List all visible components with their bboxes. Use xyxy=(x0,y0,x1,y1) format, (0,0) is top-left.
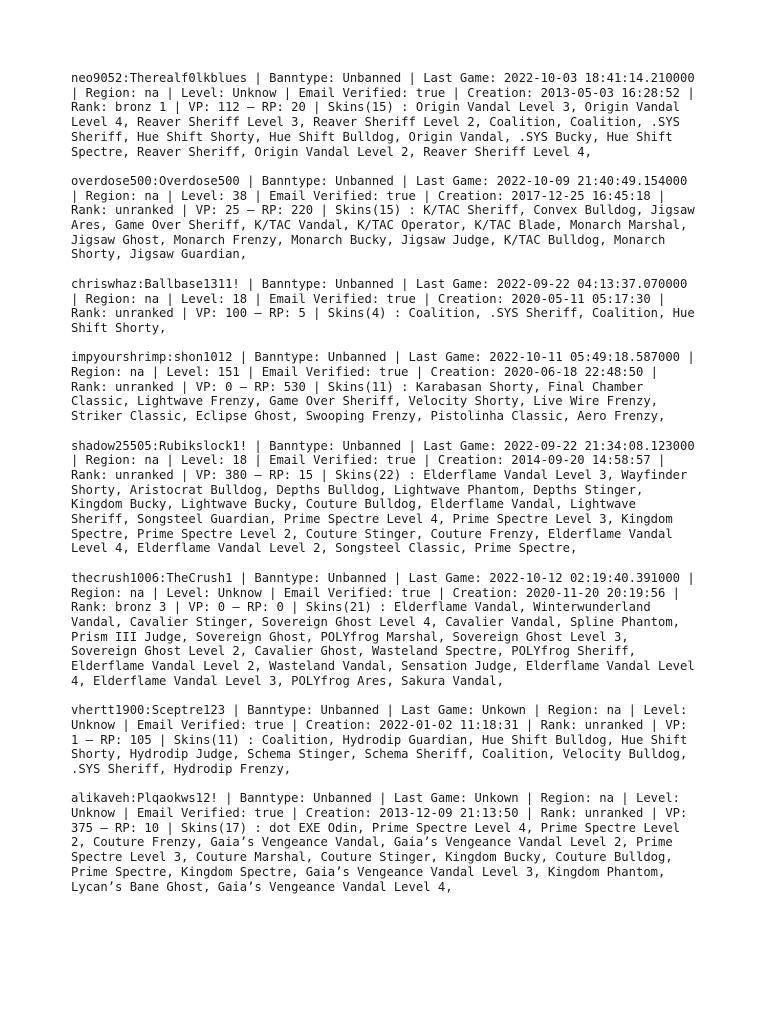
account-entry-7: vhertt1900:Sceptre123 | Banntype: Unbanned | Last Game: Unkown | Region: na | Level: Unknow | Email Verified: true | Creation: 2022-01-02 11:18:31 | Rank: unranked | VP: 1 – RP: 105 | Skins(11) : Coalition, Hydrodip Guardian, Hue Shift Bulldog, Hue Shift Shorty, Hydrodip Judge, Schema Stinger, Schema Sheriff, Coalition, Velocity Bulldog, .SYS Sheriff, Hydrodip Frenzy, xyxy=(71,703,688,776)
account-entry-6: thecrush1006:TheCrush1 | Banntype: Unbanned | Last Game: 2022-10-12 02:19:40.391000 | Region: na | Level: Unknow | Email Verified: true | Creation: 2020-11-20 20:19:56 | Rank: bronz 3 | VP: 0 – RP: 0 | Skins(21) : Elderflame Vandal, Winterwunderland Vandal, Cavalier Stinger, Sovereign Ghost Level 4, Cavalier Vandal, Spline Phantom, Prism III Judge, Sovereign Ghost, POLYfrog Marshal, Sovereign Ghost Level 3, Sovereign Ghost Level 2, Cavalier Ghost, Wasteland Spectre, POLYfrog Sheriff, Elderflame Vandal Level 2, Wasteland Vandal, Sensation Judge, Elderflame Vandal Level 4, Elderflame Vandal Level 3, POLYfrog Ares, Sakura Vandal, xyxy=(71,570,695,688)
document-page xyxy=(71,71,701,909)
account-entry-1: neo9052:Therealf0lkblues | Banntype: Unbanned | Last Game: 2022-10-03 18:41:14.210000 | Region: na | Level: Unknow | Email Verified: true | Creation: 2013-05-03 16:28:52 | Rank: bronz 1 | VP: 112 – RP: 20 | Skins(15) : Origin Vandal Level 3, Origin Vandal Level 4, Reaver Sheriff Level 3, Reaver Sheriff Level 2, Coalition, Coalition, .SYS Sheriff, Hue Shift Shorty, Hue Shift Bulldog, Origin Vandal, .SYS Bucky, Hue Shift Spectre, Reaver Sheriff, Origin Vandal Level 2, Reaver Sheriff Level 4, xyxy=(71,71,695,159)
account-entry-3: chriswhaz:Ballbase1311! | Banntype: Unbanned | Last Game: 2022-09-22 04:13:37.070000 | Region: na | Level: 18 | Email Verified: true | Creation: 2020-05-11 05:17:30 | Rank: unranked | VP: 100 – RP: 5 | Skins(4) : Coalition, .SYS Sheriff, Coalition, Hue Shift Shorty, xyxy=(71,276,695,335)
account-entry-4: impyourshrimp:shon1012 | Banntype: Unbanned | Last Game: 2022-10-11 05:49:18.587000 | Region: na | Level: 151 | Email Verified: true | Creation: 2020-06-18 22:48:50 | Rank: unranked | VP: 0 – RP: 530 | Skins(11) : Karabasan Shorty, Final Chamber Classic, Lightwave Frenzy, Game Over Sheriff, Velocity Shorty, Live Wire Frenzy, Striker Classic, Eclipse Ghost, Swooping Frenzy, Pistolinha Classic, Aero Frenzy, xyxy=(71,350,695,424)
account-entry-2: overdose500:Overdose500 | Banntype: Unbanned | Last Game: 2022-10-09 21:40:49.154000 | Region: na | Level: 38 | Email Verified: true | Creation: 2017-12-25 16:45:18 | Rank: unranked | VP: 25 – RP: 220 | Skins(15) : K/TAC Sheriff, Convex Bulldog, Jigsaw Ares, Game Over Sheriff, K/TAC Vandal, K/TAC Operator, K/TAC Blade, Monarch Marshal, Jigsaw Ghost, Monarch Frenzy, Monarch Bucky, Jigsaw Judge, K/TAC Bulldog, Monarch Shorty, Jigsaw Guardian, xyxy=(71,173,695,262)
account-entry-8: alikaveh:Plqaokws12! | Banntype: Unbanned | Last Game: Unkown | Region: na | Level: Unknow | Email Verified: true | Creation: 2013-12-09 21:13:50 | Rank: unranked | VP: 375 – RP: 10 | Skins(17) : dot EXE Odin, Prime Spectre Level 4, Prime Spectre Level 2, Couture Frenzy, Gaia’s Vengeance Vandal, Gaia’s Vengeance Vandal Level 2, Prime Spectre Level 3, Couture Marshal, Couture Stinger, Kingdom Bucky, Couture Bulldog, Prime Spectre, Kingdom Spectre, Gaia’s Vengeance Vandal Level 3, Kingdom Phantom, Lycan’s Bane Ghost, Gaia’s Vengeance Vandal Level 4, xyxy=(71,791,688,894)
account-entry-5: shadow25505:Rubikslock1! | Banntype: Unbanned | Last Game: 2022-09-22 21:34:08.123000 | Region: na | Level: 18 | Email Verified: true | Creation: 2014-09-20 14:58:57 | Rank: unranked | VP: 380 – RP: 15 | Skins(22) : Elderflame Vandal Level 3, Wayfinder Shorty, Aristocrat Bulldog, Depths Bulldog, Lightwave Phantom, Depths Stinger, Kingdom Bucky, Lightwave Bucky, Couture Bulldog, Elderflame Vandal, Lightwave Sheriff, Songsteel Guardian, Prime Spectre Level 4, Prime Spectre Level 3, Kingdom Spectre, Prime Spectre Level 2, Couture Stinger, Couture Frenzy, Elderflame Vandal Level 4, Elderflame Vandal Level 2, Songsteel Classic, Prime Spectre, xyxy=(71,438,695,556)
